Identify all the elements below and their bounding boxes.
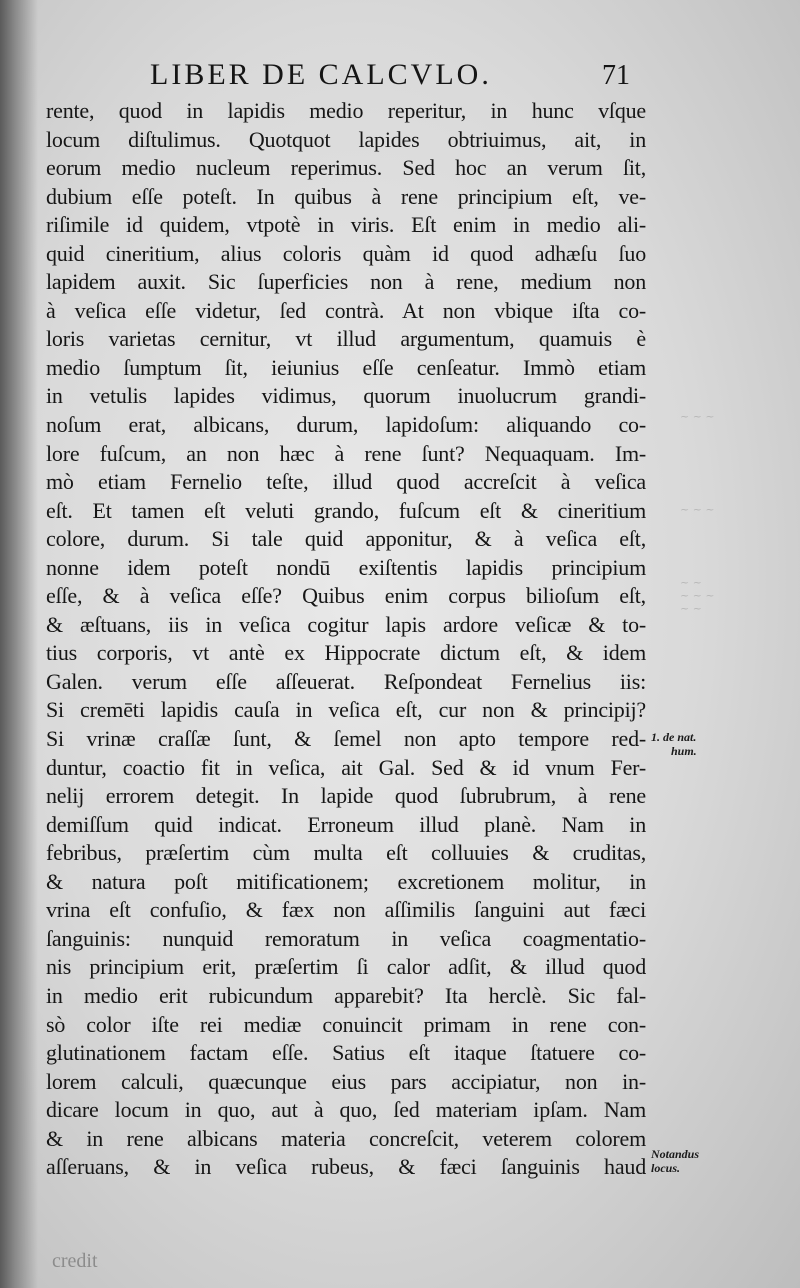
text-line: in medio erit rubicundum apparebit? Ita herclè. Sic fal- <box>46 982 646 1008</box>
text-line: riſimile id quidem, vtpotè in viris. Eſt enim in medio ali- <box>46 212 646 238</box>
page-number: 71 <box>602 60 630 91</box>
text-line: noſum erat, albicans, durum, lapidoſum: aliquando co- <box>46 412 646 438</box>
margin-note-line: 1. de nat. <box>651 730 697 744</box>
spine-shadow <box>0 0 38 1288</box>
text-line: medio ſumptum ſit, ieiunius eſſe cenſeatur. Immò etiam <box>46 354 646 380</box>
text-line: mò etiam Fernelio teſte, illud quod accreſcit à veſica <box>46 469 646 495</box>
text-line: nis principium erit, præſertim ſi calor adſit, & illud quod <box>46 954 646 980</box>
text-line: glutinationem factam eſſe. Satius eſt itaque ſtatuere co- <box>46 1040 646 1066</box>
text-line: rente, quod in lapidis medio reperitur, in hunc vſque <box>46 98 646 123</box>
text-line: eorum medio nucleum reperimus. Sed hoc an verum ſit, <box>46 155 646 181</box>
text-line: vrina eſt confuſio, & fæx non aſſimilis ſanguini aut fæci <box>46 897 646 923</box>
text-line: loris varietas cernitur, vt illud argumentum, quamuis è <box>46 326 646 352</box>
text-line: Si cremēti lapidis cauſa in veſica eſt, cur non & principij? <box>46 697 646 723</box>
margin-note-line: Notandus <box>651 1147 700 1161</box>
margin-note-notandus-locus <box>651 1147 699 1175</box>
text-line: locum diſtulimus. Quotquot lapides obtriuimus, ait, in <box>46 126 646 152</box>
bleed-through-marks: ~ ~ ~ ~ ~ ~ ~ ~ ~ ~ ~ ~ ~ <box>680 410 715 615</box>
text-line: eſt. Et tamen eſt veluti grando, fuſcum eſt & cineritium <box>46 497 646 523</box>
text-line: sò color iſte rei mediæ conuincit primam in rene con- <box>46 1011 646 1037</box>
text-line: & æſtuans, iis in veſica cogitur lapis ardore veſicæ & to- <box>46 611 646 637</box>
text-line: ſanguinis: nunquid remoratum in veſica coagmentatio- <box>46 925 646 951</box>
running-title: LIBER DE CALCVLO. <box>150 58 492 91</box>
text-line: dicare locum in quo, aut à quo, ſed materiam ipſam. Nam <box>46 1097 646 1123</box>
text-line: à veſica eſſe videtur, ſed contrà. At non vbique iſta co- <box>46 297 646 323</box>
body-text <box>46 97 646 1182</box>
text-line: dubium eſſe poteſt. In quibus à rene principium eſt, ve- <box>46 183 646 209</box>
margin-note-line: locus. <box>651 1161 681 1175</box>
text-line: quid cineritium, alius coloris quàm id quod adhæſu ſuo <box>46 240 646 266</box>
text-line: eſſe, & à veſica eſſe? Quibus enim corpus bilioſum eſt, <box>46 583 646 609</box>
text-line: & in rene albicans materia concreſcit, veterem colorem <box>46 1125 646 1151</box>
margin-note-de-nat-hum <box>651 730 697 758</box>
text-line: nonne idem poteſt nondū exiſtentis lapidis principium <box>46 554 646 580</box>
text-line: febribus, præſertim cùm multa eſt colluuies & cruditas, <box>46 840 646 866</box>
text-line: lapidem auxit. Sic ſuperficies non à rene, medium non <box>46 269 646 295</box>
text-line: in vetulis lapides vidimus, quorum inuolucrum grandi- <box>46 383 646 409</box>
page-header <box>150 58 630 98</box>
text-line: & natura poſt mitificationem; excretionem molitur, in <box>46 868 646 894</box>
text-line: duntur, coactio fit in veſica, ait Gal. Sed & id vnum Fer- <box>46 754 646 780</box>
text-line: nelij errorem detegit. In lapide quod ſubrubrum, à rene <box>46 783 646 809</box>
margin-note-line: hum. <box>671 744 697 758</box>
text-line: Si vrinæ craſſæ ſunt, & ſemel non apto tempore red- <box>46 726 646 752</box>
text-line: Galen. verum eſſe aſſeuerat. Reſpondeat Fernelius iis: <box>46 668 646 694</box>
text-line: demiſſum quid indicat. Erroneum illud planè. Nam in <box>46 811 646 837</box>
text-line: lore fuſcum, an non hæc à rene ſunt? Nequaquam. Im- <box>46 440 646 466</box>
text-line: aſſeruans, & in veſica rubeus, & fæci ſanguinis haud <box>46 1154 646 1180</box>
catchword: credit <box>52 1250 98 1272</box>
text-line: colore, durum. Si tale quid apponitur, & à veſica eſt, <box>46 526 646 552</box>
text-line: lorem calculi, quæcunque eius pars accipiatur, non in- <box>46 1068 646 1094</box>
text-line: tius corporis, vt antè ex Hippocrate dictum eſt, & idem <box>46 640 646 666</box>
